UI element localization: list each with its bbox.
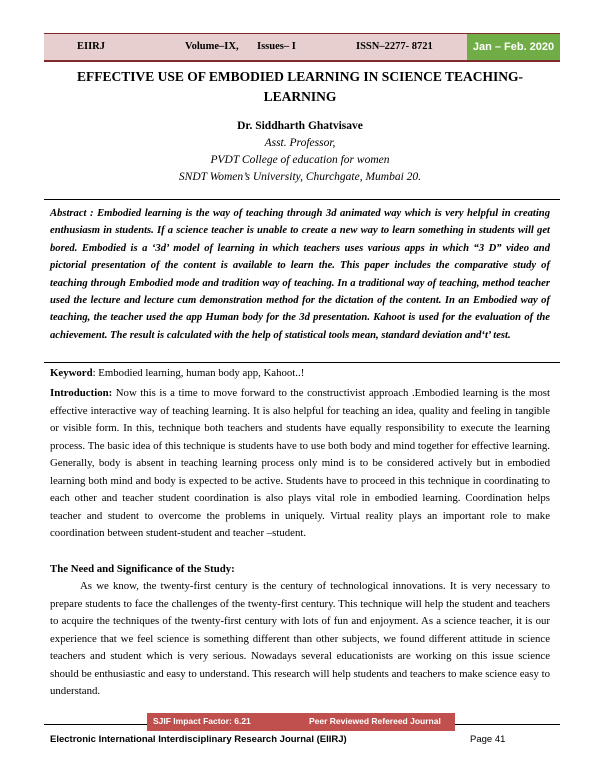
footer-peer-review: Peer Reviewed Refereed Journal: [309, 716, 441, 726]
header-bottom-rule: [44, 60, 560, 62]
author-position: Asst. Professor,: [264, 137, 336, 149]
header-issn: ISSN–2277- 8721: [356, 41, 433, 52]
abstract-text: Embodied learning is the way of teaching through 3d animated way which is very helpful in creating enthusiasm in students. If a science teacher is unable to create a new way to learn something in students will get bored. Embodied is a ‘3d’ model of learning in which teachers uses various apps in which “3 D” video and pictorial presentation of the content is available to learn the. This paper includes the comparative study of teaching through Embodied mode and tradition way of teaching. In a traditional way of teaching, method teacher used the lecture and lecture cum demonstration method for the dictation of the content. In an Embodied way of teaching, the teacher used the app Human body for the 3d presentation. Kahoot is used for the evaluation of the achievement. The result is calculated with the help of statistical tools mean, standard deviation and‘t’ test.: [50, 208, 550, 341]
author-college: PVDT College of education for women: [210, 154, 390, 166]
header-issue: Issues– I: [257, 41, 296, 52]
introduction-paragraph: [50, 385, 550, 543]
abstract-bottom-rule: [44, 362, 560, 363]
footer-page-number: Page 41: [470, 734, 506, 745]
header-date: Jan – Feb. 2020: [467, 34, 560, 60]
need-heading: The Need and Significance of the Study:: [50, 563, 235, 575]
introduction-label: Introduction:: [50, 387, 113, 399]
footer-band: [147, 713, 455, 731]
abstract-label: Abstract :: [50, 208, 94, 219]
header-journal: EIIRJ: [77, 41, 106, 52]
introduction-text: Now this is a time to move forward to the constructivist approach .Embodied learning is the most effective interactive way of teaching learning. It is also helpful for teaching an idea, quality and feeling in tangible or visible form. In this, technique both teachers and students have equally responsibility to execute the learning process. The basic idea of this technique is students have to use both body and mind together for effective learning. Generally, body is absent in teaching learning process only mind is to be considered actively but in embodied learning both mind and body is expected to be active. Students have to proceed in this technique in coordinating to each other and teacher student coordination is also plays vital role in embodied learning. Coordination helps teacher and student to overcome the problems in uniquely. Virtual reality plays an important role to make coordination between student-student and teacher –student.: [50, 387, 550, 540]
keyword-label: Keyword: [50, 367, 93, 379]
paper-title: EFFECTIVE USE OF EMBODIED LEARNING IN SCIENCE TEACHING-LEARNING: [77, 69, 523, 104]
author-name: Dr. Siddharth Ghatvisave: [237, 120, 363, 132]
header-volume: Volume–IX,: [185, 41, 239, 52]
keywords: [50, 366, 550, 381]
header-info-band: [44, 34, 467, 60]
author-university: SNDT Women’s University, Churchgate, Mumbai 20.: [178, 171, 422, 183]
footer-impact-factor: SJIF Impact Factor: 6.21: [153, 716, 251, 726]
need-paragraph: As we know, the twenty-first century is the century of technological innovations. It is very necessary to prepare students to face the challenges of the twenty-first century. This technique will help the student and teachers to acquire the techniques of the twenty-first century with lots of fun and enjoyment. As a science teacher, it is our experience that we feel science is something different than other subjects, we found different attitude in science teachers and student which is very serious. Nowadays several educationists are working on this issue science should be enthusiastic and easy to understand. This research will help students and teachers to make science easy to understand.: [50, 580, 550, 698]
footer-journal-name: Electronic International Interdisciplinary Research Journal (EIIRJ): [50, 734, 347, 745]
keyword-text: : Embodied learning, human body app, Kahoot..!: [92, 367, 305, 379]
journal-header: [44, 34, 560, 60]
abstract-top-rule: [44, 199, 560, 200]
abstract: [50, 205, 550, 344]
